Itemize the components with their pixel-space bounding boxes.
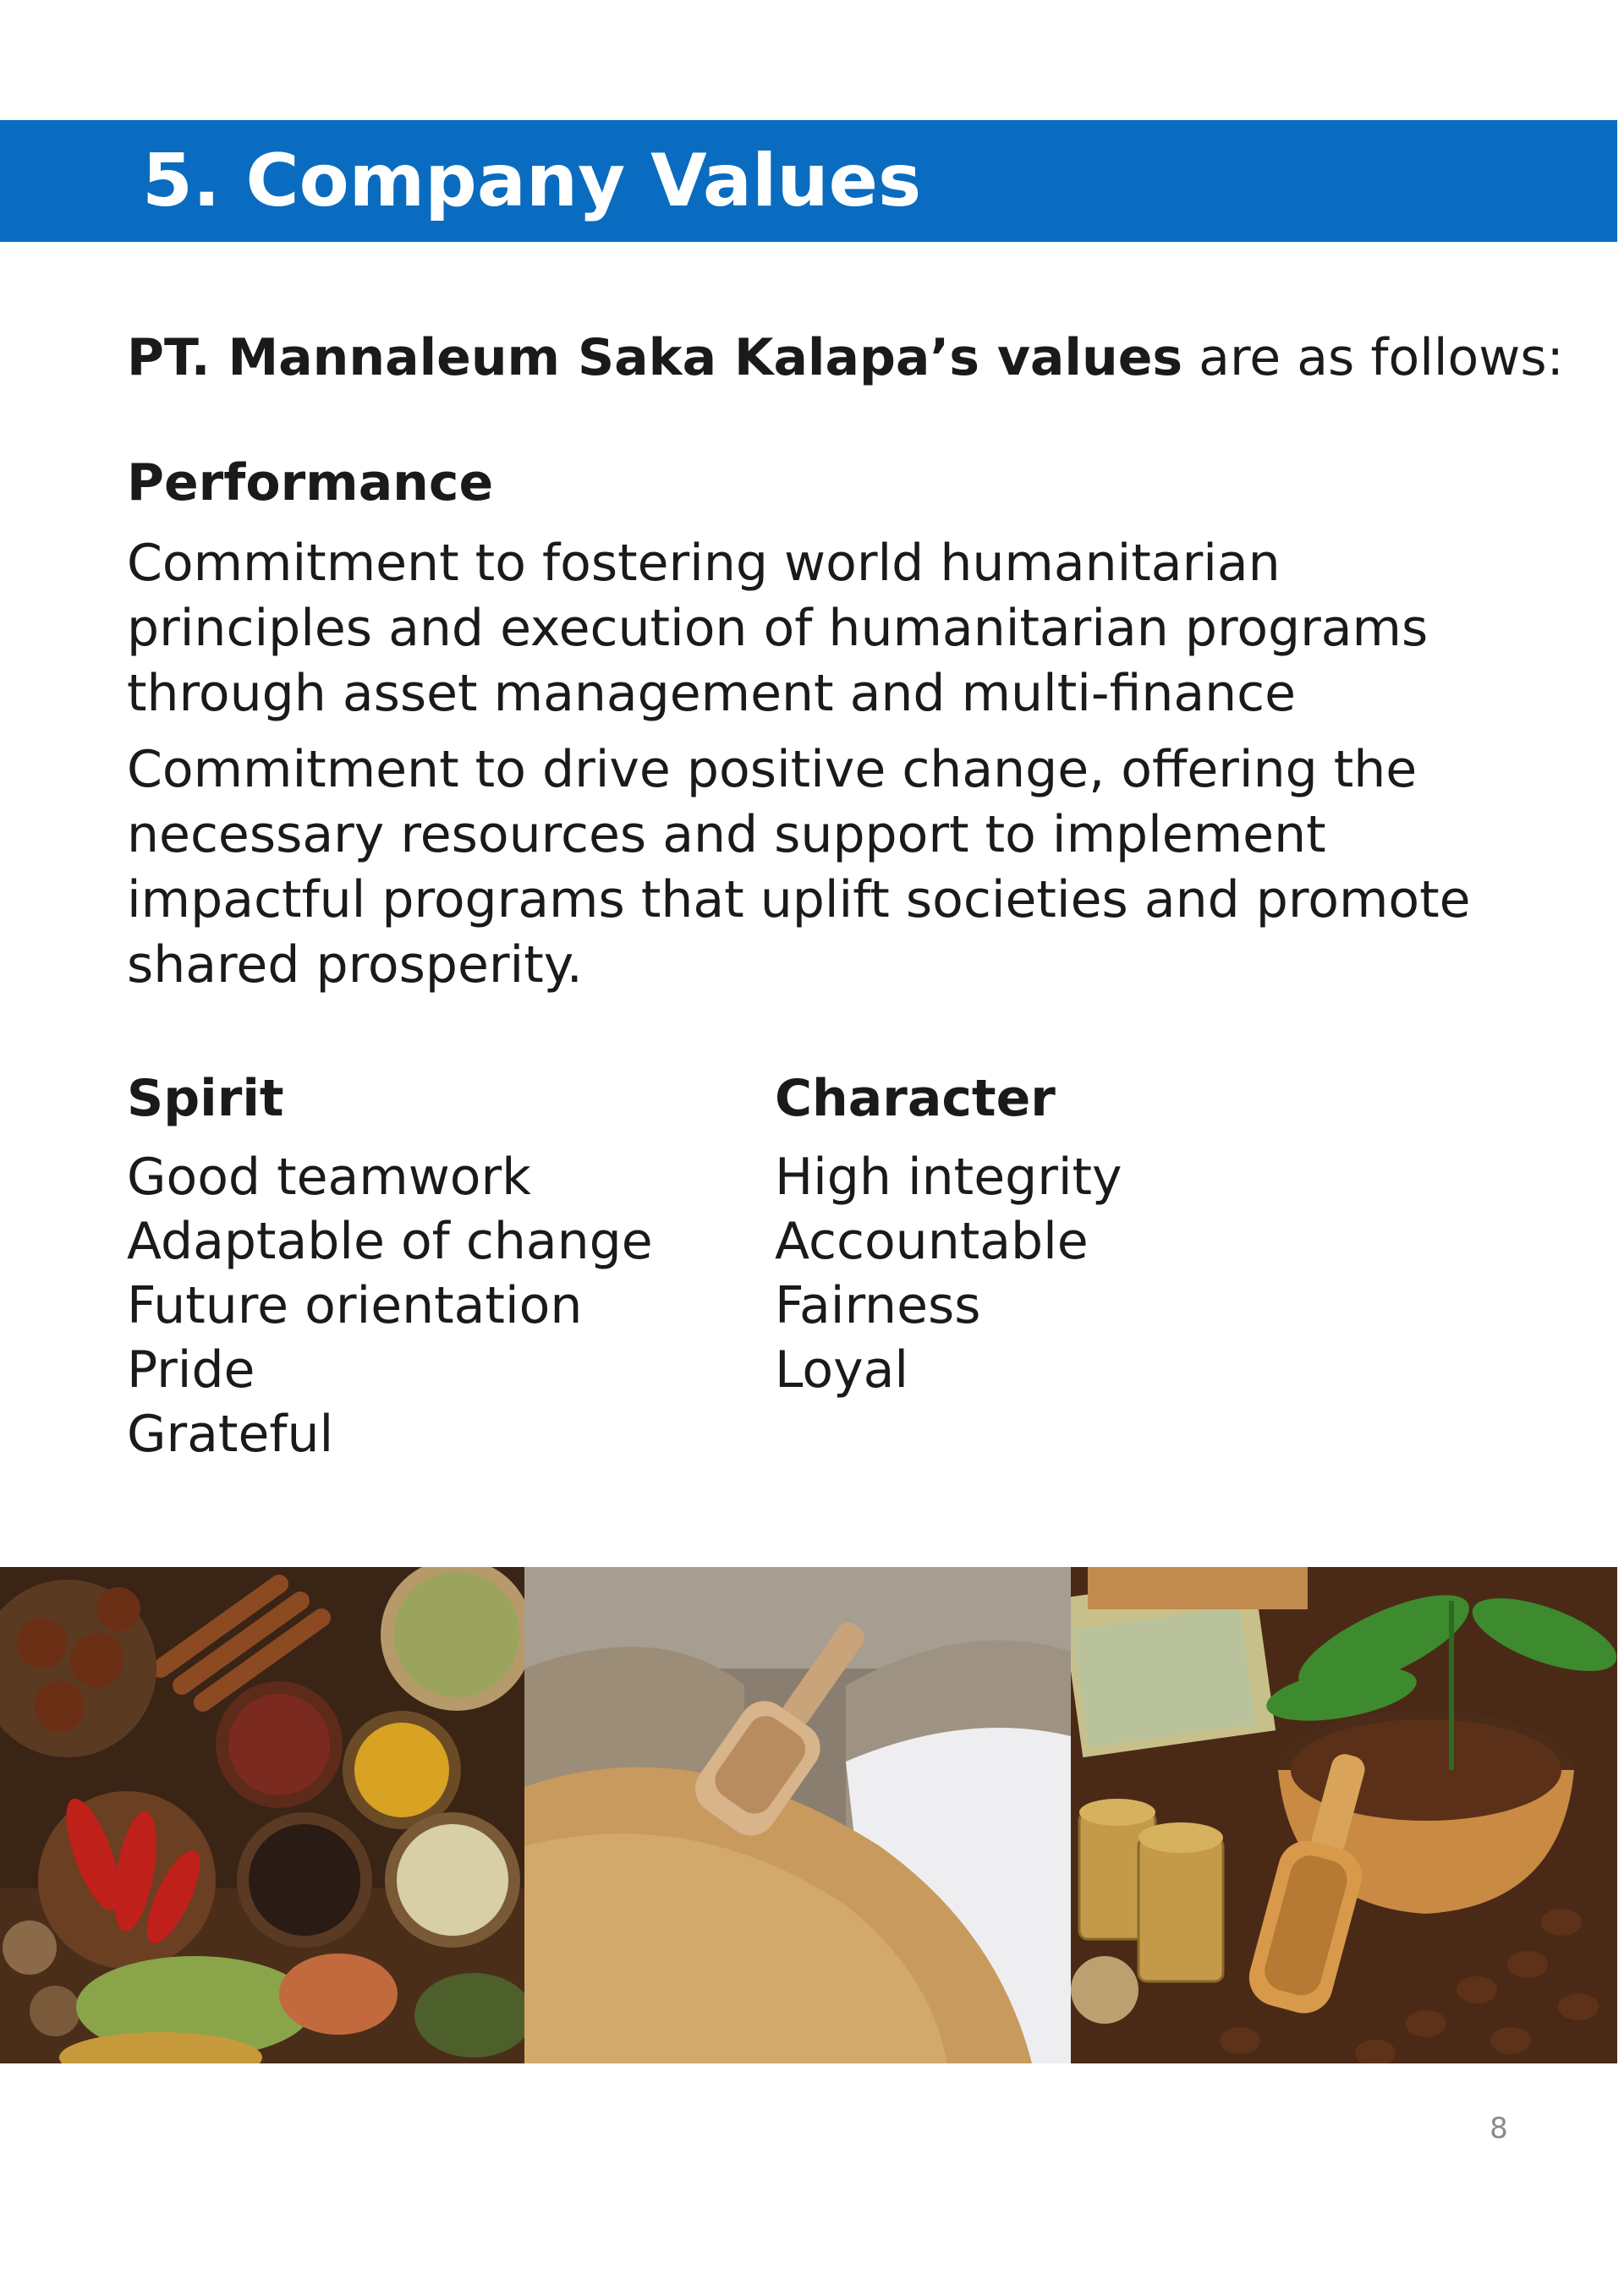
list-item: Pride [127, 1340, 255, 1400]
page-number: 8 [1490, 2112, 1508, 2145]
list-item: Adaptable of change [127, 1212, 653, 1271]
list-item: Fairness [775, 1276, 981, 1335]
spirit-heading: Spirit [127, 1069, 284, 1128]
coffee-beans-money-photo [1071, 1567, 1617, 2063]
intro-company-name: PT. Mannaleum Saka Kalapa’s values [127, 328, 1183, 387]
character-list [775, 1145, 1122, 1402]
photo-strip [0, 1567, 1617, 2063]
brown-sugar-photo [524, 1567, 1071, 2063]
list-item: Accountable [775, 1212, 1089, 1271]
list-item: Grateful [127, 1405, 334, 1464]
intro-line [127, 328, 1564, 387]
list-item: High integrity [775, 1148, 1122, 1207]
performance-paragraph-2: Commitment to drive positive change, offering the necessary resources and support to implement impactful programs that uplift societies and promote shared prosperity. [127, 740, 1471, 995]
performance-paragraph-1: Commitment to fostering world humanitarian principles and execution of humanitarian programs through asset management and multi-finance [127, 534, 1429, 723]
list-item: Good teamwork [127, 1148, 531, 1207]
list-item: Future orientation [127, 1276, 583, 1335]
intro-rest: are as follows: [1182, 328, 1564, 387]
performance-heading: Performance [127, 453, 494, 512]
character-heading: Character [775, 1069, 1056, 1128]
list-item: Loyal [775, 1340, 909, 1400]
section-banner [0, 120, 1617, 242]
section-title: 5. Company Values [142, 139, 922, 223]
spices-photo [0, 1567, 524, 2063]
spirit-list [127, 1145, 653, 1466]
